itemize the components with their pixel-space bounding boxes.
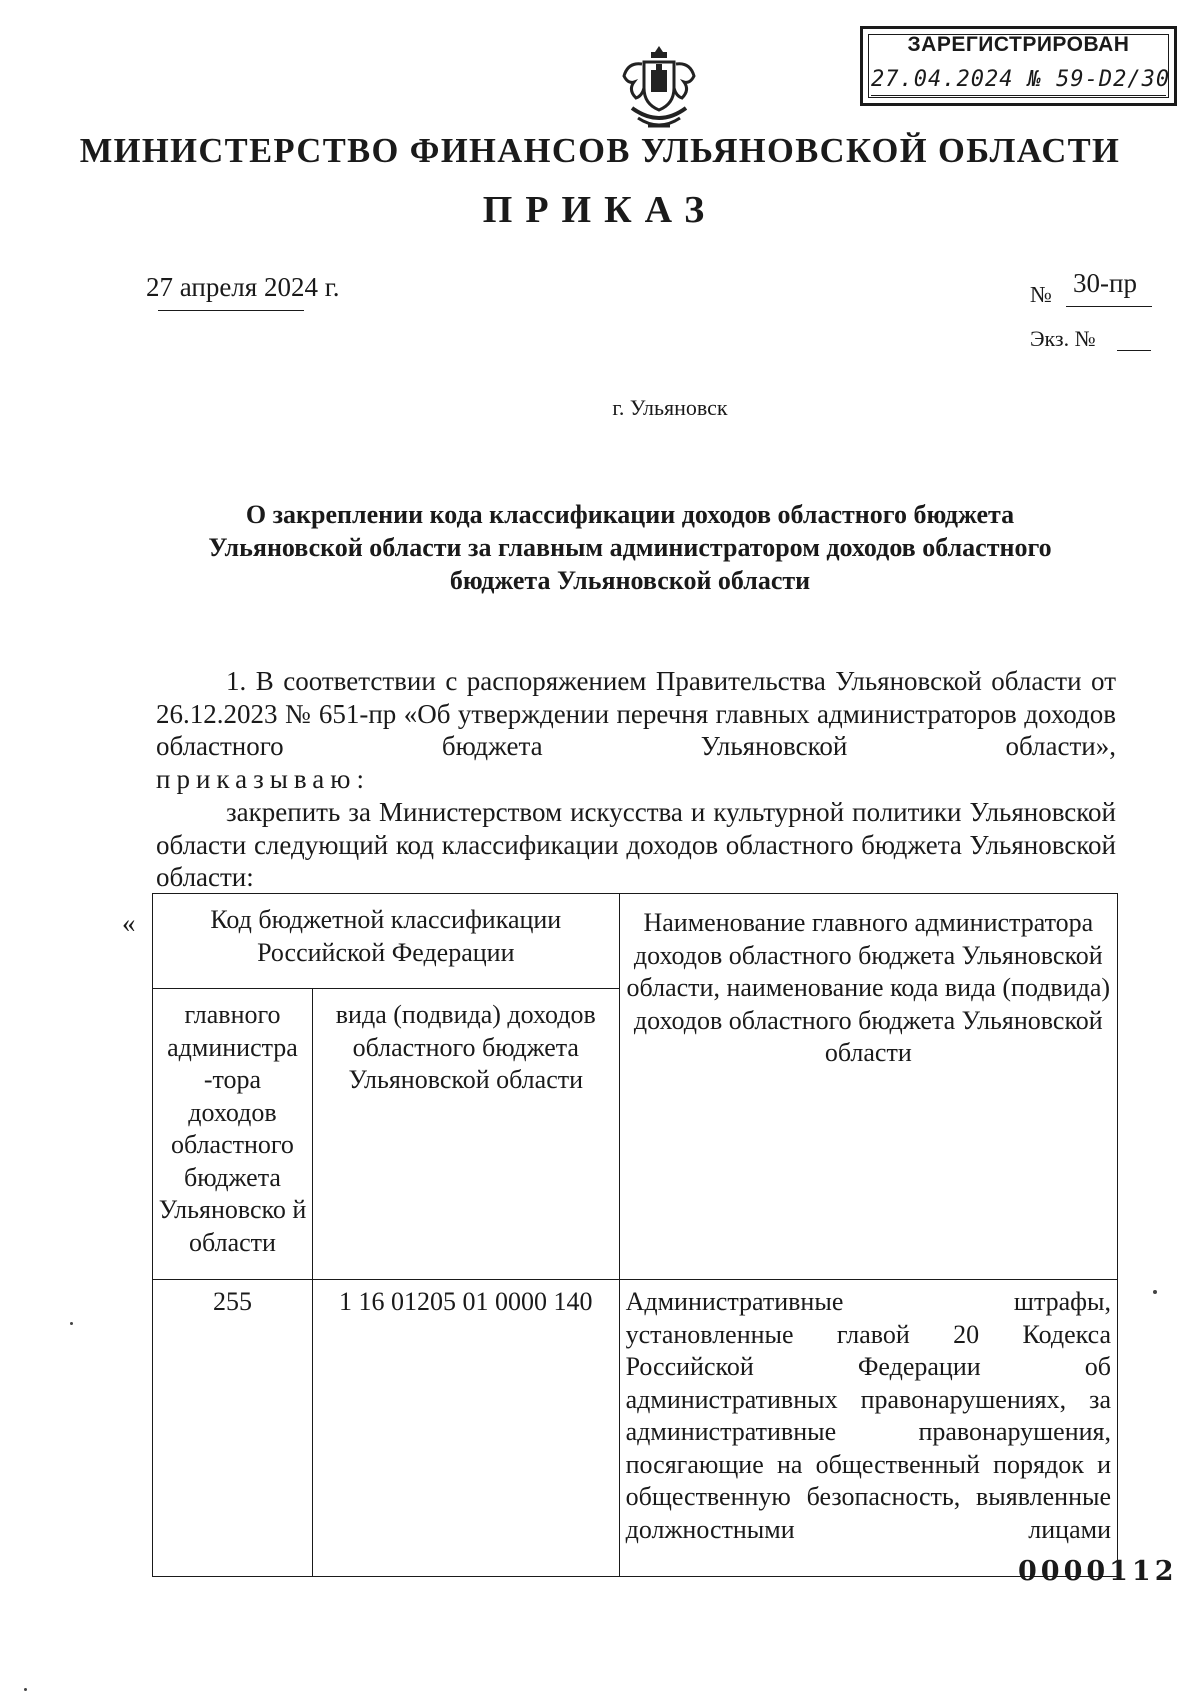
registration-stamp-underline bbox=[871, 95, 1166, 96]
cell-income-code: 1 16 01205 01 0000 140 bbox=[312, 1280, 619, 1577]
table-open-quote: « bbox=[122, 908, 136, 938]
order-date-underline bbox=[158, 310, 304, 311]
cell-admin-code: 255 bbox=[153, 1280, 313, 1577]
registration-stamp-title: ЗАРЕГИСТРИРОВАН bbox=[907, 33, 1130, 56]
paragraph-2: закрепить за Министерством искусства и культурной политики Ульяновской области следующий код классификации доходов областного бюджета Ульяновской области: bbox=[156, 797, 1116, 892]
subheader-income-type: вида (подвида) доходов областного бюджета Ульяновской области bbox=[312, 989, 619, 1280]
table-header-row bbox=[153, 894, 1118, 989]
city: г. Ульяновск bbox=[612, 395, 728, 420]
scan-speck bbox=[1153, 1290, 1157, 1294]
ministry-title: МИНИСТЕРСТВО ФИНАНСОВ УЛЬЯНОВСКОЙ ОБЛАСТИ bbox=[79, 132, 1121, 170]
header-budget-classification-code: Код бюджетной классификации Российской Федерации bbox=[153, 894, 620, 989]
order-number-sign: № bbox=[1030, 282, 1052, 307]
order-date: 27 апреля 2024 г. bbox=[146, 272, 340, 302]
form-serial-number: 0000112 bbox=[1018, 1556, 1178, 1587]
income-code-table bbox=[152, 893, 1118, 1577]
subheader-chief-administrator: главного администра -тора доходов областного бюджета Ульяновско й области bbox=[153, 989, 313, 1280]
order-number-underline bbox=[1066, 306, 1152, 307]
coat-of-arms-icon bbox=[618, 42, 700, 134]
cell-income-description: Административные штрафы, установленные главой 20 Кодекса Российской Федерации об административных правонарушениях, за административные правонарушения, посягающие на общественный порядок и общественную безопасность, выявленные должностными лицами bbox=[619, 1280, 1117, 1577]
paragraph-1: 1. В соответствии с распоряжением Правительства Ульяновской области от 26.12.2023 № 651-пр «Об утверждении перечня главных администраторов доходов областного бюджета Ульяновской области», bbox=[156, 666, 1116, 761]
header-administrator-name: Наименование главного администратора доходов областного бюджета Ульяновской области, наименование кода вида (подвида) доходов областного бюджета Ульяновской области bbox=[619, 894, 1117, 1280]
order-word: приказываю: bbox=[156, 764, 370, 794]
order-number: 30-пр bbox=[1073, 268, 1137, 298]
copy-number-blank bbox=[1117, 350, 1151, 351]
registration-stamp bbox=[860, 26, 1177, 106]
scan-speck bbox=[24, 1688, 27, 1691]
copy-number-label: Экз. № bbox=[1030, 326, 1096, 351]
registration-stamp-handwritten-number: 27.04.2024 № 59-D2/30 bbox=[871, 67, 1171, 92]
order-subject-heading: О закреплении кода классификации доходов областного бюджета Ульяновской области за главным администратором доходов областного бюджета Ульяновской области bbox=[208, 500, 1052, 595]
scan-speck bbox=[70, 1322, 73, 1325]
document-type-title: ПРИКАЗ bbox=[482, 189, 718, 231]
table-row bbox=[153, 1280, 1118, 1577]
